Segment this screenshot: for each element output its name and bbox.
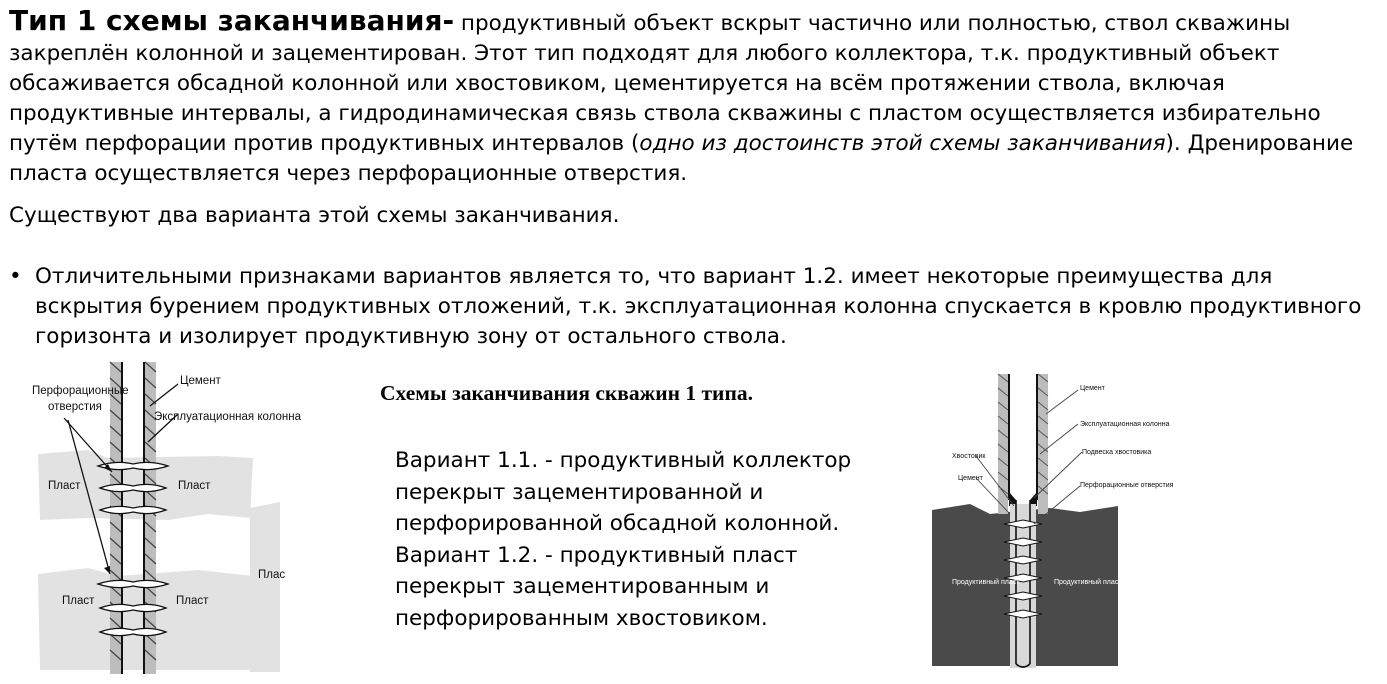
label-productive-right: Продуктивный пласт	[1054, 579, 1122, 586]
liner-hanger	[1009, 492, 1037, 506]
intro-italic-text: одно из достоинств этой схемы заканчивания	[639, 131, 1166, 156]
intro-text: продуктивный объект вскрыт частично или полностью, ствол скважины закреплён колонной и зацементирован. Этот тип подходят для любого коллектора, т.к. продуктивный объект обсаживается обсадной колонной или хвостовиком, цементируется на всём протяжении ствола, включая продуктивные интервалы, а гидродинамическая связь ствола скважины с пластом осуществляется избирательно путём перфорации против продуктивных интервалов (	[9, 11, 1321, 156]
label-casing: Эксплуатационная колонна	[154, 411, 301, 423]
label-casing: Эксплуатационная колонна	[1080, 421, 1170, 428]
leader-lines	[976, 390, 1082, 524]
variants-intro: Существуют два варианта этой схемы заканчивания.	[9, 203, 620, 228]
intro-paragraph	[9, 6, 1379, 189]
figure-variant-1-1	[28, 362, 301, 674]
label-cement: Цемент	[958, 475, 983, 482]
section-title: Тип 1 схемы заканчивания-	[9, 4, 455, 37]
bullet-symbol: •	[9, 264, 22, 289]
perforations	[98, 462, 168, 635]
label-plast-top-right: Пласт	[178, 480, 211, 492]
label-perforations: Перфорационные отверстия	[1080, 482, 1174, 489]
label-cement: Цемент	[180, 375, 221, 387]
bullet-text: Отличительными признаками вариантов является то, что вариант 1.2. имеет некоторые преимущества для вскрытия бурением продуктивных отложений, т.к. эксплуатационная колонна спускается в кровлю продуктивного горизонта и изолирует продуктивную зону от остального ствола.	[35, 264, 1362, 349]
variant-2-text: Вариант 1.2. - продуктивный пласт перекрыт зацементированным и перфорированным хвостовиком.	[395, 542, 798, 631]
label-productive-left: Продуктивный пласт	[952, 579, 1020, 586]
label-plast-top-left: Пласт	[48, 480, 81, 492]
intro-text-end: ). Дренирование пласта осуществляется через перфорационные отверстия.	[9, 131, 1354, 186]
figure-variant-1-2	[930, 374, 1174, 670]
label-plast-bottom-right: Пласт	[176, 595, 209, 607]
label-plast-side: Плас	[258, 569, 286, 581]
bullet-item	[9, 262, 1384, 352]
liner-cement	[1010, 504, 1036, 668]
variants-description	[395, 445, 865, 634]
label-cement-top: Цемент	[1080, 385, 1105, 392]
well-diagram-1-2	[930, 374, 1174, 670]
schema-title: Схемы заканчивания скважин 1 типа.	[380, 381, 753, 405]
intro-section	[9, 6, 1379, 231]
label-plast-bottom-left: Пласт	[62, 595, 95, 607]
label-liner: Хвостовик	[952, 453, 986, 460]
variant-1-text: Вариант 1.1. - продуктивный коллектор перекрыт зацементированной и перфорированной обсадной колонной.	[395, 448, 852, 536]
well-diagram-1-1	[28, 362, 301, 674]
formation-side	[250, 502, 280, 672]
label-hanger: Подвеска хвостовика	[1082, 449, 1152, 456]
label-perf-line2: отверстия	[48, 401, 102, 413]
label-perf-line1: Перфорационные	[32, 385, 129, 397]
